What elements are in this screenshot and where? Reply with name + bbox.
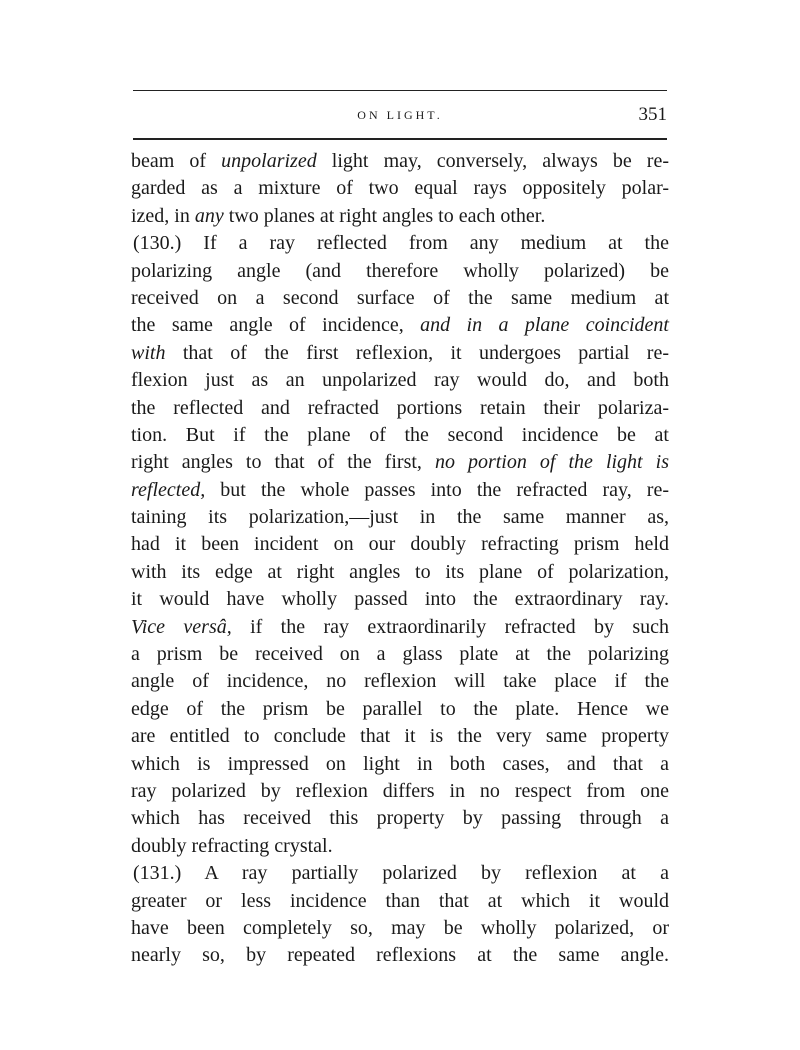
- text-line: Vice versâ, if the ray extraordinarily refracted by such: [131, 615, 669, 638]
- running-head: [133, 104, 667, 128]
- text-line: flexion just as an unpolarized ray would do, and both: [131, 369, 669, 392]
- text-line: the reflected and refracted portions retain their polariza-: [131, 396, 669, 419]
- text-line: edge of the prism be parallel to the plate. Hence we: [131, 697, 669, 720]
- text-line: have been completely so, may be wholly polarized, or: [131, 916, 669, 939]
- text-line: tion. But if the plane of the second incidence be at: [131, 423, 669, 446]
- text-line: greater or less incidence than that at which it would: [131, 889, 669, 912]
- text-line: doubly refracting crystal.: [131, 834, 333, 857]
- text-line: received on a second surface of the same medium at: [131, 286, 669, 309]
- running-title: ON LIGHT.: [357, 108, 443, 122]
- page-number: 351: [638, 104, 667, 125]
- text-line: it would have wholly passed into the extraordinary ray.: [131, 588, 669, 611]
- text-line: with its edge at right angles to its plane of polarization,: [131, 560, 669, 583]
- text-line: ized, in any two planes at right angles to each other.: [131, 204, 546, 227]
- text-line: garded as a mixture of two equal rays oppositely polar-: [131, 177, 669, 200]
- text-line: right angles to that of the first, no portion of the light is: [131, 451, 669, 474]
- text-line: beam of unpolarized light may, conversely, always be re-: [131, 150, 669, 172]
- text-line: reflected, but the whole passes into the refracted ray, re-: [131, 478, 669, 501]
- header-rule-bottom: [133, 138, 667, 140]
- text-line: with that of the first reflexion, it undergoes partial re-: [131, 341, 669, 364]
- paragraph-130-start: (130.) If a ray reflected from any medium at the: [133, 232, 669, 255]
- body-text: [131, 148, 669, 970]
- text-line: had it been incident on our doubly refracting prism held: [131, 533, 669, 556]
- header-rule-top: [133, 90, 667, 91]
- text-line: polarizing angle (and therefore wholly polarized) be: [131, 259, 669, 282]
- text-line: which is impressed on light in both cases, and that a: [131, 752, 669, 775]
- text-line: a prism be received on a glass plate at the polarizing: [131, 643, 669, 666]
- text-line: angle of incidence, no reflexion will take place if the: [131, 670, 669, 693]
- text-line: taining its polarization,—just in the same manner as,: [131, 506, 669, 529]
- paragraph-131-start: (131.) A ray partially polarized by reflexion at a: [133, 862, 669, 885]
- text-line: ray polarized by reflexion differs in no respect from one: [131, 779, 669, 802]
- text-line: are entitled to conclude that it is the very same property: [131, 725, 669, 748]
- text-line: which has received this property by passing through a: [131, 807, 669, 830]
- text-line: nearly so, by repeated reflexions at the same angle.: [131, 944, 669, 967]
- text-line: the same angle of incidence, and in a plane coincident: [131, 314, 669, 337]
